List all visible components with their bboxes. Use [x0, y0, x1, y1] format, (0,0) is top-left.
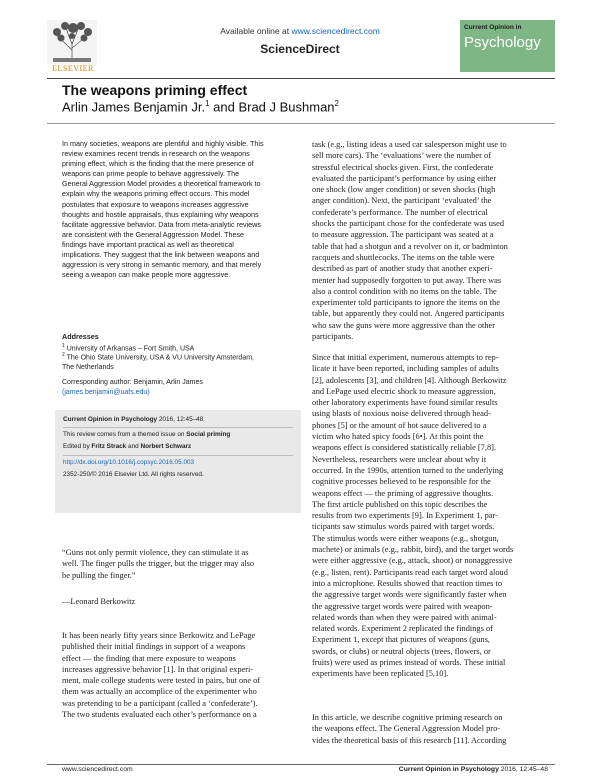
abstract-line: In many societies, weapons are plentiful and highly visible. This: [62, 139, 264, 148]
author-join: and: [209, 99, 239, 115]
right-para2-line: and LePage used electric shock to measure aggression,: [312, 386, 496, 396]
right-para1-line: who saw the guns were more aggressive than the other: [312, 320, 496, 330]
right-para1-line: task (e.g., listing ideas a used car salesperson might use to: [312, 140, 507, 149]
epigraph-quote: [62, 547, 302, 581]
footer-citation: [399, 766, 548, 773]
platform-name: ScienceDirect: [260, 42, 340, 56]
author-1-affil: 1: [205, 99, 210, 108]
corresponding-author: [62, 378, 302, 397]
right-para2-line: experiments have been replicated [5,10].: [312, 669, 449, 679]
right-para1-line: table, but apparently they could not. Angered participants: [312, 309, 505, 319]
right-para1-line: stressful electrical shocks given. First, the confederate: [312, 162, 494, 172]
address-1-text: University of Arkansas – Fort Smith, USA: [66, 345, 195, 353]
right-para2-line: into a microphone. Results showed that reaction times to: [312, 578, 503, 588]
available-prefix: Available online at: [220, 26, 290, 36]
left-body-line: increases aggressive behavior [1]. In that original experi-: [62, 664, 254, 674]
right-para3-line: the weapons effect. The General Aggression Model pro-: [312, 724, 501, 734]
right-para2-line: results from two experiments [9]. In Experiment 1, par-: [312, 511, 498, 521]
abstract-line: General Aggression Model provides a theoretical framework to: [62, 179, 261, 189]
right-para2-line: machete) or animals (e.g., rabbit, bird), and the target words: [312, 545, 514, 555]
quote-line: “Guns not only permit violence, they can stimulate it as: [62, 548, 249, 557]
header-divider: [47, 78, 555, 79]
article-authors: [62, 99, 339, 114]
info-theme: [63, 431, 230, 438]
right-para1-line: confederate’s performance. The number of electrical: [312, 207, 488, 217]
footer-url[interactable]: www.sciencedirect.com: [62, 766, 133, 773]
quote-line: well. The finger pulls the trigger, but the trigger may also: [62, 559, 255, 569]
body-paragraph-3: [312, 712, 548, 746]
right-para1-line: evaluated the participant’s performance by using either: [312, 173, 497, 183]
abstract-line: review examines recent trends in research on the weapons: [62, 149, 250, 159]
left-body-line: It has been nearly fifty years since Berkowitz and LePage: [62, 631, 256, 640]
addresses-heading: Addresses: [62, 332, 99, 341]
right-para1-line: menter had supposedly forgotten to put away. There was: [312, 275, 502, 285]
address-2-line2: The Netherlands: [62, 363, 114, 371]
left-body-line: The two students evaluated each other’s performance on a: [62, 710, 257, 720]
right-para2-line: the aggressive target words were significantly faster when: [312, 590, 507, 600]
abstract-line: explain why the weapons priming effect occurs. This model: [62, 189, 250, 199]
right-para2-line: cognitive processes believed to be responsible for the: [312, 477, 491, 487]
copyright-line: 2352-250/© 2016 Elsevier Ltd. All rights reserved.: [63, 471, 204, 478]
footer-volume: 2016, 12:45–48: [498, 766, 548, 773]
right-para2-line: weapons effect is considered statistically reliable [7,8].: [312, 443, 497, 453]
right-para1-line: described as part of another study that another experi-: [312, 264, 493, 274]
right-para1-line: experimenter told participants to ignore the items on the: [312, 298, 500, 308]
right-para2-line: using blasts of noxious noise delivered through head-: [312, 409, 491, 419]
right-para2-line: ticipants saw stimulus words paired with target words.: [312, 522, 495, 532]
address-2: [62, 351, 302, 372]
left-body-line: was pretending to be a participant (called a ‘confederate’).: [62, 698, 258, 708]
body-paragraph-2: [312, 352, 548, 680]
info-theme-name: Social priming: [186, 431, 231, 438]
right-para2-line: The first article published on this topic describes the: [312, 499, 488, 509]
title-divider: [47, 123, 555, 124]
right-para2-line: other laboratory experiments have found similar results: [312, 398, 498, 408]
publisher-name: ELSEVIER: [52, 64, 94, 73]
info-theme-prefix: This review comes from a themed issue on: [63, 431, 187, 438]
footer-journal: Current Opinion in Psychology: [398, 766, 499, 773]
corresponding-line1: Corresponding author: Benjamin, Arlin James: [62, 379, 203, 386]
right-para2-line: phones [5] or the amount of hot sauce delivered to a: [312, 420, 487, 430]
right-para2-line: The stimulus words were either weapons (e.g., shotgun,: [312, 533, 499, 543]
abstract-line: findings have important practical as well as theoretical: [62, 239, 234, 249]
corresponding-email[interactable]: (james.benjamin@uafs.edu): [62, 388, 150, 396]
info-editors: [63, 443, 191, 450]
author-2: Brad J Bushman: [238, 99, 335, 115]
right-para2-line: Experiment 1, except that pictures of weapons (guns,: [312, 635, 490, 645]
right-para1-line: one shock (low anger condition) or seven shocks (high: [312, 185, 496, 195]
abstract-line: aggression is very strong in semantic memory, and that merely: [62, 260, 262, 270]
right-para2-line: fruits) were used as primes instead of words. These initial: [312, 658, 506, 668]
right-para1-line: table that had a shotgun and a revolver on it, or badminton: [312, 241, 508, 251]
info-editor-1: Fritz Strack: [91, 443, 127, 450]
right-para1-line: racquets and shuttlecocks. The items on the table were: [312, 252, 495, 262]
left-body-line: ment, male college students were tested in pairs, but one of: [62, 676, 261, 686]
address-1-sup: 1: [62, 343, 65, 349]
footer-divider: [47, 764, 555, 765]
right-para2-line: (e.g., listen, rent). Participants read each target word aloud: [312, 567, 508, 577]
address-2-sup: 2: [62, 352, 65, 358]
right-para2-line: swords, or clubs) or neutral objects (trees, flowers, or: [312, 646, 491, 656]
right-para2-line: Since that initial experiment, numerous attempts to rep-: [312, 353, 499, 362]
info-citation: [63, 416, 203, 423]
article-title: The weapons priming effect: [62, 82, 248, 98]
doi-link[interactable]: http://dx.doi.org/10.1016/j.copsyc.2016.05.003: [63, 459, 195, 466]
epigraph-attribution: —Leonard Berkowitz: [62, 597, 136, 606]
info-volume: 2016, 12:45–48: [157, 416, 204, 423]
body-paragraph-1: [312, 139, 548, 342]
right-para1-line: also a control condition with no items on the table. The: [312, 286, 497, 296]
sciencedirect-link[interactable]: www.sciencedirect.com: [291, 26, 380, 36]
right-para2-line: Nevertheless, researchers were unclear about why it: [312, 454, 487, 464]
info-editors-and: and: [126, 443, 141, 450]
abstract-line: are consistent with the General Aggression Model. These: [62, 229, 245, 239]
journal-cover-line2: Psychology: [464, 34, 541, 51]
abstract-line: weapons can prime people to behave aggressively. The: [62, 169, 240, 179]
info-editor-2: Norbert Schwarz: [140, 443, 192, 450]
right-para2-line: were either aggressive (e.g., attack, shoot) or nonaggressive: [312, 556, 513, 566]
abstract-line: priming effect, which is the finding that the mere presence of: [62, 159, 254, 169]
info-edited-prefix: Edited by: [63, 443, 92, 450]
right-para2-line: victim who hated spicy foods [6•]. At this point the: [312, 432, 484, 442]
right-para1-line: anger condition). Next, the participant ‘evaluated’ the: [312, 196, 492, 206]
right-para3-line: vides the theoretical basis of this research [11]. According: [312, 735, 507, 745]
abstract-line: postulates that exposure to weapons increases aggressive: [62, 199, 249, 209]
info-journal: Current Opinion in Psychology: [63, 416, 158, 423]
article-info-box: [55, 410, 301, 513]
journal-cover: [460, 20, 555, 72]
address-2-line1: The Ohio State University, USA & VU University Amsterdam,: [66, 354, 254, 362]
left-body-line: effect — the finding that mere exposure to weapons: [62, 653, 236, 663]
right-para2-line: [2], adolescents [3], and children [4]. Although Berkowitz: [312, 375, 507, 385]
right-para1-line: sell more cars). The ‘evaluations’ were the number of: [312, 151, 491, 161]
abstract-line: facilitate aggressive behavior. Data from meta-analytic reviews: [62, 219, 261, 229]
info-divider: [63, 427, 293, 428]
abstract-line: seeing a weapon can make people more aggressive.: [62, 270, 231, 280]
right-para2-line: related words than when they were paired with animal-: [312, 612, 497, 622]
body-text-left: [62, 630, 302, 720]
right-para1-line: participants.: [312, 332, 354, 342]
info-divider-2: [63, 455, 293, 456]
abstract-line: thoughts and hostile appraisals, thus explaining why weapons: [62, 209, 259, 219]
abstract: [62, 139, 300, 280]
quote-line: be pulling the finger.”: [62, 570, 136, 580]
right-para1-line: shocks the participant chose for the confederate was used: [312, 219, 505, 229]
right-para2-line: occurred. In the 1990s, attention turned to the underlying: [312, 465, 504, 475]
left-body-line: them was actually an accomplice of the experimenter who: [62, 687, 257, 697]
author-2-affil: 2: [334, 99, 339, 108]
right-para2-line: weapons effect — the priming of aggressive thoughts.: [312, 488, 494, 498]
left-body-line: published their initial findings in support of a weapons: [62, 642, 246, 652]
right-para2-line: licate it have been reported, including samples of adults: [312, 364, 499, 374]
right-para2-line: related words. Experiment 2 replicated the findings of: [312, 624, 493, 634]
journal-cover-line1: Current Opinion in: [464, 24, 522, 31]
right-para3-line: In this article, we describe cognitive priming research on: [312, 713, 503, 722]
abstract-line: implications. They suggest that the link between weapons and: [62, 250, 260, 260]
right-para1-line: to measure aggression. The participant was seated at a: [312, 230, 494, 240]
right-para2-line: the aggressive target words were paired with weapon-: [312, 601, 493, 611]
author-1: Arlin James Benjamin Jr.: [62, 99, 206, 115]
